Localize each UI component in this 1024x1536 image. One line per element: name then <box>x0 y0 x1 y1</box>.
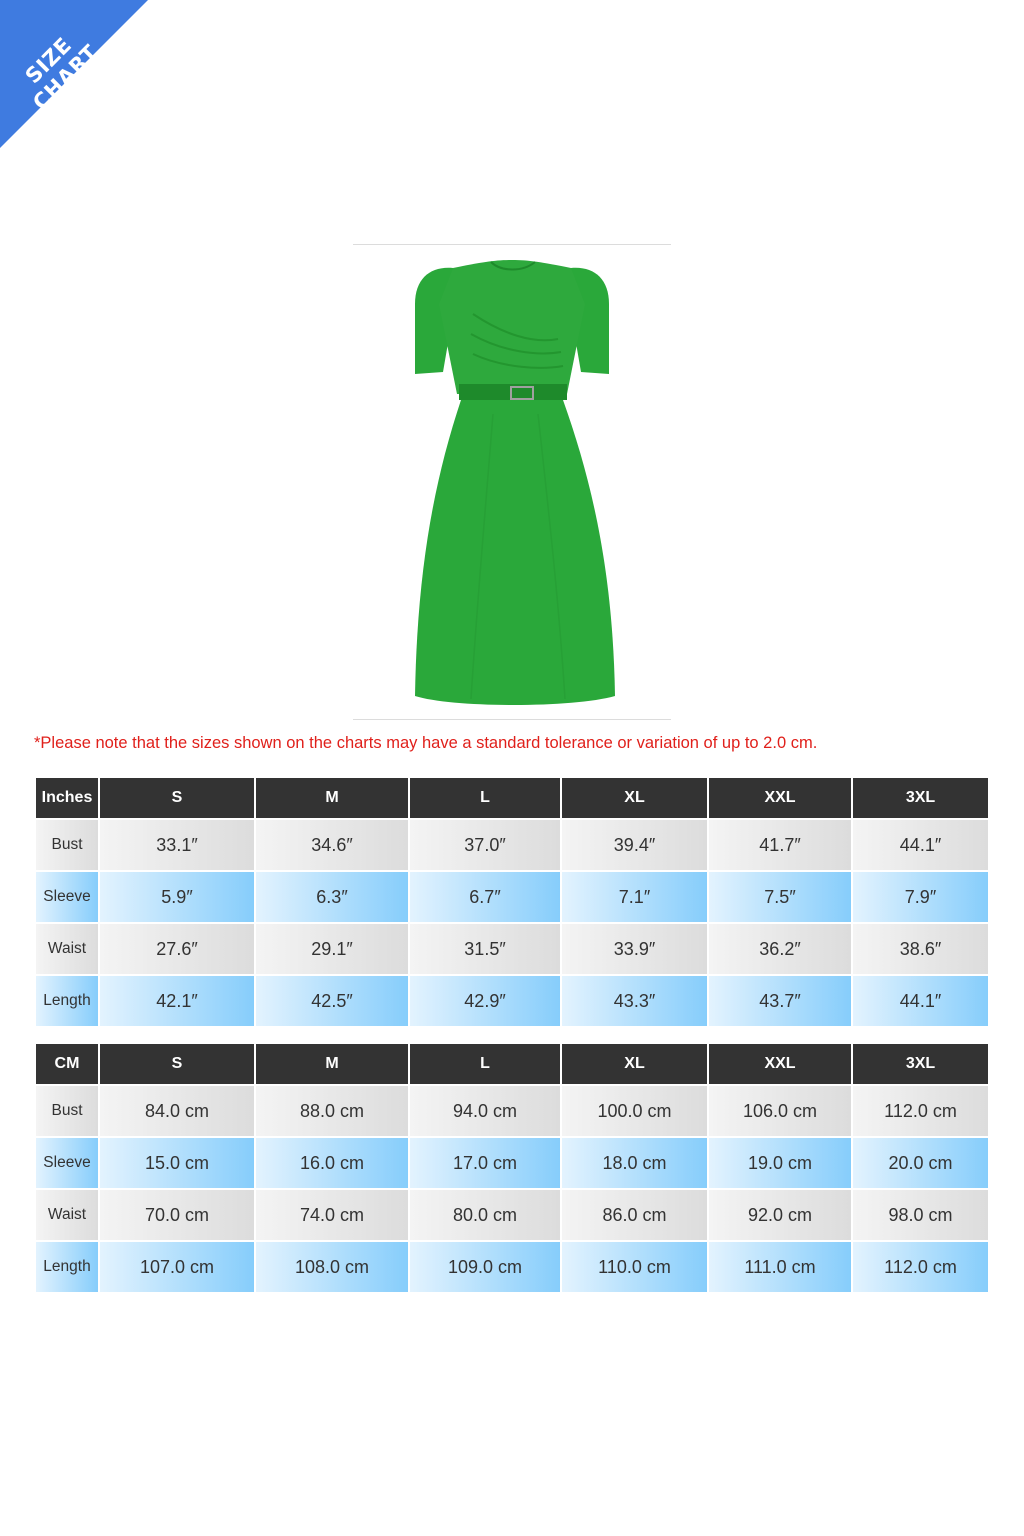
table-cell: 74.0 cm <box>256 1190 408 1240</box>
table-cell: 39.4″ <box>562 820 707 870</box>
table-cell: 7.1″ <box>562 872 707 922</box>
table-cell: 43.7″ <box>709 976 851 1026</box>
table-cell: 84.0 cm <box>100 1086 254 1136</box>
table-cell: 7.5″ <box>709 872 851 922</box>
table-cell: 94.0 cm <box>410 1086 560 1136</box>
bodice <box>439 260 585 394</box>
table-cell: 42.1″ <box>100 976 254 1026</box>
cm-header-row <box>36 1044 988 1084</box>
row-label: Bust <box>36 1086 98 1136</box>
row-label: Waist <box>36 924 98 974</box>
table-cell: 19.0 cm <box>709 1138 851 1188</box>
row-label: Sleeve <box>36 872 98 922</box>
skirt <box>415 400 615 705</box>
table-cell: 42.5″ <box>256 976 408 1026</box>
table-cell: 100.0 cm <box>562 1086 707 1136</box>
table-cell: 6.3″ <box>256 872 408 922</box>
table-cell: 29.1″ <box>256 924 408 974</box>
table-cell: 92.0 cm <box>709 1190 851 1240</box>
table-cell: 15.0 cm <box>100 1138 254 1188</box>
table-cell: 20.0 cm <box>853 1138 988 1188</box>
table-cell: 112.0 cm <box>853 1086 988 1136</box>
table-cell: 17.0 cm <box>410 1138 560 1188</box>
table-cell: 38.6″ <box>853 924 988 974</box>
table-row <box>36 1138 988 1188</box>
row-label: Waist <box>36 1190 98 1240</box>
table-cell: 112.0 cm <box>853 1242 988 1292</box>
size-header: XL <box>562 778 707 818</box>
table-cell: 44.1″ <box>853 820 988 870</box>
table-cell: 16.0 cm <box>256 1138 408 1188</box>
size-chart-corner-badge <box>0 0 150 150</box>
size-header: 3XL <box>853 778 988 818</box>
inches-size-table <box>34 776 990 1028</box>
table-cell: 110.0 cm <box>562 1242 707 1292</box>
corner-badge-label: SIZE CHART <box>20 32 103 115</box>
table-cell: 88.0 cm <box>256 1086 408 1136</box>
table-row <box>36 1086 988 1136</box>
inches-header-row <box>36 778 988 818</box>
size-header: M <box>256 1044 408 1084</box>
table-cell: 109.0 cm <box>410 1242 560 1292</box>
size-header: XXL <box>709 778 851 818</box>
table-cell: 106.0 cm <box>709 1086 851 1136</box>
table-cell: 31.5″ <box>410 924 560 974</box>
size-header: L <box>410 778 560 818</box>
size-header: L <box>410 1044 560 1084</box>
table-row <box>36 820 988 870</box>
row-label: Bust <box>36 820 98 870</box>
table-cell: 107.0 cm <box>100 1242 254 1292</box>
table-cell: 36.2″ <box>709 924 851 974</box>
table-row <box>36 872 988 922</box>
tolerance-note: *Please note that the sizes shown on the charts may have a standard tolerance or variation of up to 2.0 cm. <box>34 734 818 752</box>
table-cell: 41.7″ <box>709 820 851 870</box>
size-header: XXL <box>709 1044 851 1084</box>
table-cell: 6.7″ <box>410 872 560 922</box>
table-cell: 111.0 cm <box>709 1242 851 1292</box>
row-label: Sleeve <box>36 1138 98 1188</box>
table-cell: 27.6″ <box>100 924 254 974</box>
table-cell: 18.0 cm <box>562 1138 707 1188</box>
table-row <box>36 1190 988 1240</box>
photo-divider-bottom <box>353 719 671 720</box>
table-cell: 108.0 cm <box>256 1242 408 1292</box>
table-cell: 98.0 cm <box>853 1190 988 1240</box>
product-photo <box>353 244 671 720</box>
table-row <box>36 924 988 974</box>
table-cell: 33.9″ <box>562 924 707 974</box>
green-dress-icon <box>353 244 671 720</box>
table-cell: 37.0″ <box>410 820 560 870</box>
cm-size-table <box>34 1042 990 1294</box>
table-cell: 33.1″ <box>100 820 254 870</box>
size-header: M <box>256 778 408 818</box>
size-header: S <box>100 1044 254 1084</box>
table-cell: 70.0 cm <box>100 1190 254 1240</box>
table-cell: 5.9″ <box>100 872 254 922</box>
table-cell: 7.9″ <box>853 872 988 922</box>
inches-corner-header: Inches <box>36 778 98 818</box>
size-header: XL <box>562 1044 707 1084</box>
row-label: Length <box>36 1242 98 1292</box>
row-label: Length <box>36 976 98 1026</box>
cm-corner-header: CM <box>36 1044 98 1084</box>
table-cell: 34.6″ <box>256 820 408 870</box>
table-cell: 44.1″ <box>853 976 988 1026</box>
table-cell: 42.9″ <box>410 976 560 1026</box>
table-row <box>36 1242 988 1292</box>
table-cell: 43.3″ <box>562 976 707 1026</box>
size-header: S <box>100 778 254 818</box>
table-row <box>36 976 988 1026</box>
table-cell: 86.0 cm <box>562 1190 707 1240</box>
size-header: 3XL <box>853 1044 988 1084</box>
table-cell: 80.0 cm <box>410 1190 560 1240</box>
